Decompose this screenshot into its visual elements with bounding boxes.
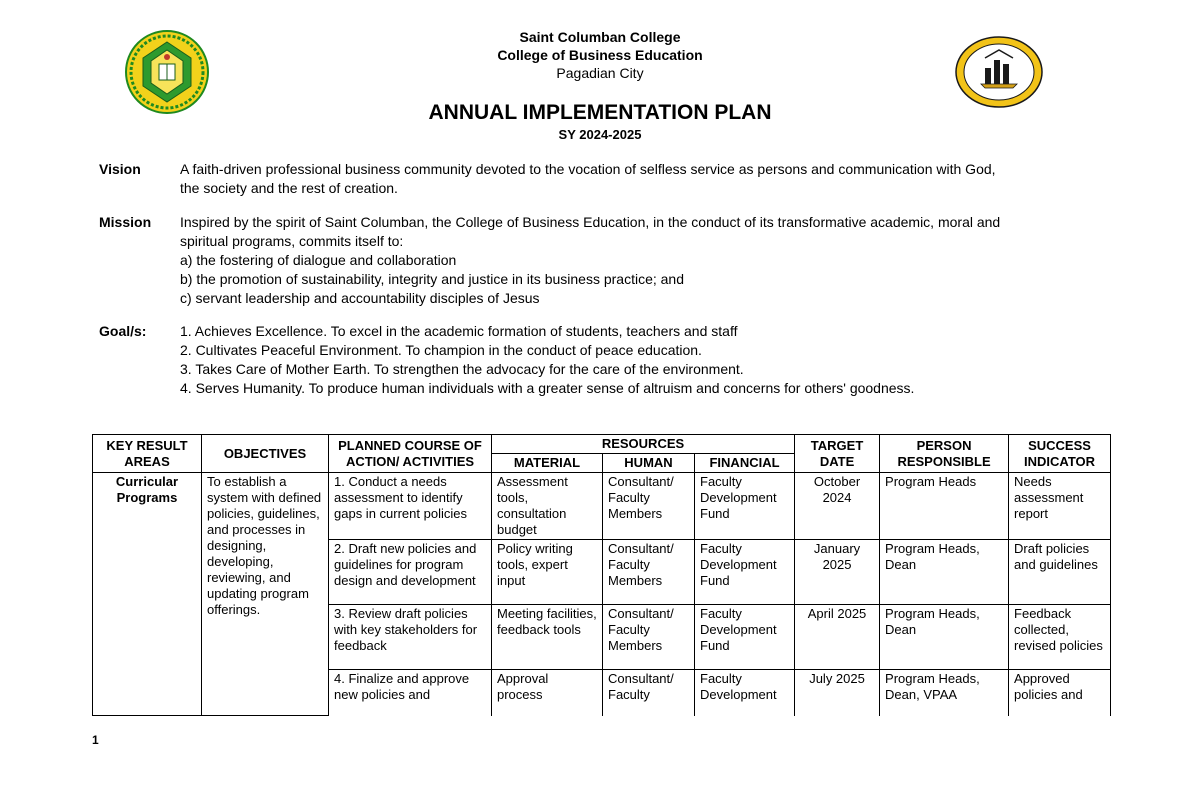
mission-line: spiritual programs, commits itself to: bbox=[180, 233, 404, 249]
vision-label: Vision bbox=[99, 161, 141, 177]
institution-name: Saint Columban College bbox=[519, 29, 681, 45]
mission-line: Inspired by the spirit of Saint Columban, the College of Business Education, in the conduct of its transformative academic, moral and bbox=[180, 214, 1001, 230]
header-financial: FINANCIAL bbox=[695, 454, 795, 473]
person-cell: Program Heads, Dean bbox=[880, 605, 1009, 670]
college-name: College of Business Education bbox=[497, 47, 703, 63]
human-cell: Consultant/ Faculty Members bbox=[603, 605, 695, 670]
letterhead bbox=[0, 28, 1200, 82]
school-year: SY 2024-2025 bbox=[558, 127, 642, 142]
activity-cell: 1. Conduct a needs assessment to identify gaps in current policies bbox=[329, 473, 492, 540]
document-title: ANNUAL IMPLEMENTATION PLAN bbox=[428, 101, 772, 124]
human-cell: Consultant/ Faculty bbox=[603, 670, 695, 716]
table-row bbox=[93, 473, 1111, 540]
header-success-indicator: SUCCESS INDICATOR bbox=[1009, 435, 1111, 473]
vision-text bbox=[180, 160, 1100, 198]
goals-label: Goal/s: bbox=[99, 323, 147, 339]
page-number: 1 bbox=[92, 733, 99, 747]
material-cell: Approval process bbox=[492, 670, 603, 716]
header-key-result-areas: KEY RESULT AREAS bbox=[93, 435, 202, 473]
financial-cell: Faculty Development Fund bbox=[695, 605, 795, 670]
mission-item: b) the promotion of sustainability, integrity and justice in its business practice; and bbox=[180, 271, 684, 287]
activity-cell: 2. Draft new policies and guidelines for program design and development bbox=[329, 540, 492, 605]
person-cell: Program Heads bbox=[880, 473, 1009, 540]
target-date-cell: July 2025 bbox=[795, 670, 880, 716]
mission-item: a) the fostering of dialogue and collaboration bbox=[180, 252, 457, 268]
indicator-cell: Needs assessment report bbox=[1009, 473, 1111, 540]
material-cell: Policy writing tools, expert input bbox=[492, 540, 603, 605]
person-cell: Program Heads, Dean bbox=[880, 540, 1009, 605]
vision-line: the society and the rest of creation. bbox=[180, 180, 398, 196]
mission-label: Mission bbox=[99, 214, 152, 230]
material-cell: Assessment tools, consultation budget bbox=[492, 473, 603, 540]
target-date-cell: October 2024 bbox=[795, 473, 880, 540]
goal-item: 1. Achieves Excellence. To excel in the academic formation of students, teachers and staff bbox=[180, 323, 738, 339]
header-target-date: TARGET DATE bbox=[795, 435, 880, 473]
goal-item: 3. Takes Care of Mother Earth. To strengthen the advocacy for the care of the environment. bbox=[180, 361, 744, 377]
table-header-row bbox=[93, 435, 1111, 454]
financial-cell: Faculty Development Fund bbox=[695, 540, 795, 605]
person-cell: Program Heads, Dean, VPAA bbox=[880, 670, 1009, 716]
activity-cell: 3. Review draft policies with key stakeholders for feedback bbox=[329, 605, 492, 670]
human-cell: Consultant/ Faculty Members bbox=[603, 473, 695, 540]
human-cell: Consultant/ Faculty Members bbox=[603, 540, 695, 605]
target-date-cell: January 2025 bbox=[795, 540, 880, 605]
activity-cell: 4. Finalize and approve new policies and bbox=[329, 670, 492, 716]
city-name: Pagadian City bbox=[556, 65, 644, 81]
header-resources: RESOURCES bbox=[492, 435, 795, 454]
header-human: HUMAN bbox=[603, 454, 695, 473]
indicator-cell: Approved policies and bbox=[1009, 670, 1111, 716]
target-date-cell: April 2025 bbox=[795, 605, 880, 670]
implementation-plan-table bbox=[92, 434, 1111, 716]
goals-list bbox=[180, 322, 1100, 398]
mission-item: c) servant leadership and accountability disciples of Jesus bbox=[180, 290, 540, 306]
key-result-area-cell: Curricular Programs bbox=[93, 473, 202, 716]
goal-item: 2. Cultivates Peaceful Environment. To champion in the conduct of peace education. bbox=[180, 342, 702, 358]
financial-cell: Faculty Development Fund bbox=[695, 473, 795, 540]
goal-item: 4. Serves Humanity. To produce human individuals with a greater sense of altruism and concerns for others' goodness. bbox=[180, 380, 915, 396]
indicator-cell: Feedback collected, revised policies bbox=[1009, 605, 1111, 670]
header-objectives: OBJECTIVES bbox=[202, 435, 329, 473]
header-person-responsible: PERSON RESPONSIBLE bbox=[880, 435, 1009, 473]
mission-text bbox=[180, 213, 1100, 308]
vision-line: A faith-driven professional business community devoted to the vocation of selfless service as persons and communication with God, bbox=[180, 161, 996, 177]
financial-cell: Faculty Development bbox=[695, 670, 795, 716]
indicator-cell: Draft policies and guidelines bbox=[1009, 540, 1111, 605]
header-planned-course: PLANNED COURSE OF ACTION/ ACTIVITIES bbox=[329, 435, 492, 473]
header-material: MATERIAL bbox=[492, 454, 603, 473]
objective-cell: To establish a system with defined policies, guidelines, and processes in designing, developing, reviewing, and updating program offerings. bbox=[202, 473, 329, 716]
material-cell: Meeting facilities, feedback tools bbox=[492, 605, 603, 670]
